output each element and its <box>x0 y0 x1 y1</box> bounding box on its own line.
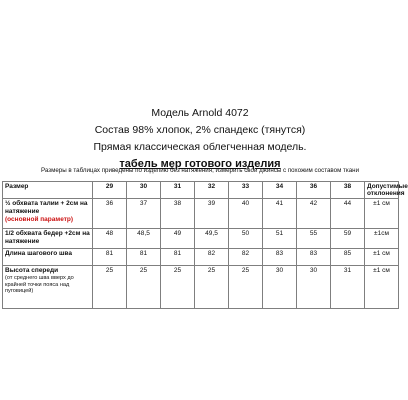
tolerance-cell: ±1 см <box>365 199 399 229</box>
table-cell: 30 <box>263 266 297 309</box>
model-name: Модель Arnold 4072 <box>151 107 249 119</box>
size-header: 30 <box>127 182 161 199</box>
table-cell: 42 <box>297 199 331 229</box>
row-label: 1/2 обхвата бедер +2см на натяжение <box>3 229 93 249</box>
table-row <box>3 229 399 249</box>
table-cell: 49,5 <box>195 229 229 249</box>
row-label <box>3 266 93 309</box>
measurement-note: Размеры в таблицах приведены по изделию без натяжения, измерить свои джинсы с похожим составом ткани <box>40 167 360 174</box>
table-header-row <box>3 182 399 199</box>
size-header: 36 <box>297 182 331 199</box>
table-cell: 48,5 <box>127 229 161 249</box>
table-title: табель мер готового изделия <box>119 158 281 170</box>
table-cell: 81 <box>161 249 195 266</box>
table-cell: 25 <box>93 266 127 309</box>
table-cell: 85 <box>331 249 365 266</box>
header <box>0 105 400 172</box>
tolerance-cell: ±1см <box>365 229 399 249</box>
row-label: Длина шагового шва <box>3 249 93 266</box>
table-cell: 31 <box>331 266 365 309</box>
table-cell: 39 <box>195 199 229 229</box>
table-cell: 25 <box>161 266 195 309</box>
tolerance-cell: ±1 см <box>365 249 399 266</box>
table-cell: 37 <box>127 199 161 229</box>
size-label: Размер <box>3 182 93 199</box>
tolerance-cell: ±1 см <box>365 266 399 309</box>
table-cell: 44 <box>331 199 365 229</box>
table-cell: 25 <box>127 266 161 309</box>
table-cell: 82 <box>229 249 263 266</box>
row-label <box>3 199 93 229</box>
table-cell: 25 <box>195 266 229 309</box>
table-cell: 55 <box>297 229 331 249</box>
row-label-text: Высота спереди <box>5 267 59 274</box>
table-cell: 83 <box>297 249 331 266</box>
table-cell: 51 <box>263 229 297 249</box>
table-cell: 48 <box>93 229 127 249</box>
table-cell: 25 <box>229 266 263 309</box>
table-row <box>3 199 399 229</box>
row-label-text: ½ обхвата талии + 2см на натяжение <box>5 200 88 215</box>
table-cell: 49 <box>161 229 195 249</box>
size-header: 32 <box>195 182 229 199</box>
tolerance-header: Допустимые отклонения <box>365 182 399 199</box>
table-cell: 40 <box>229 199 263 229</box>
description: Прямая классическая облегченная модель. <box>93 141 307 153</box>
table-cell: 36 <box>93 199 127 229</box>
size-header: 29 <box>93 182 127 199</box>
table-row <box>3 266 399 309</box>
table-cell: 38 <box>161 199 195 229</box>
table-cell: 82 <box>195 249 229 266</box>
row-sublabel: (основной параметр) <box>5 216 74 223</box>
row-small-note: (от среднего шва вверх до крайней точки пояса над пуговицей) <box>5 275 74 294</box>
table-cell: 50 <box>229 229 263 249</box>
composition: Состав 98% хлопок, 2% спандекс (тянутся) <box>94 124 306 136</box>
size-table <box>2 181 408 309</box>
table-cell: 41 <box>263 199 297 229</box>
size-header: 34 <box>263 182 297 199</box>
table-cell: 30 <box>297 266 331 309</box>
table-cell: 81 <box>93 249 127 266</box>
table-cell: 81 <box>127 249 161 266</box>
size-header: 31 <box>161 182 195 199</box>
table-row <box>3 249 399 266</box>
table-cell: 83 <box>263 249 297 266</box>
size-header: 33 <box>229 182 263 199</box>
size-header: 38 <box>331 182 365 199</box>
table-cell: 59 <box>331 229 365 249</box>
